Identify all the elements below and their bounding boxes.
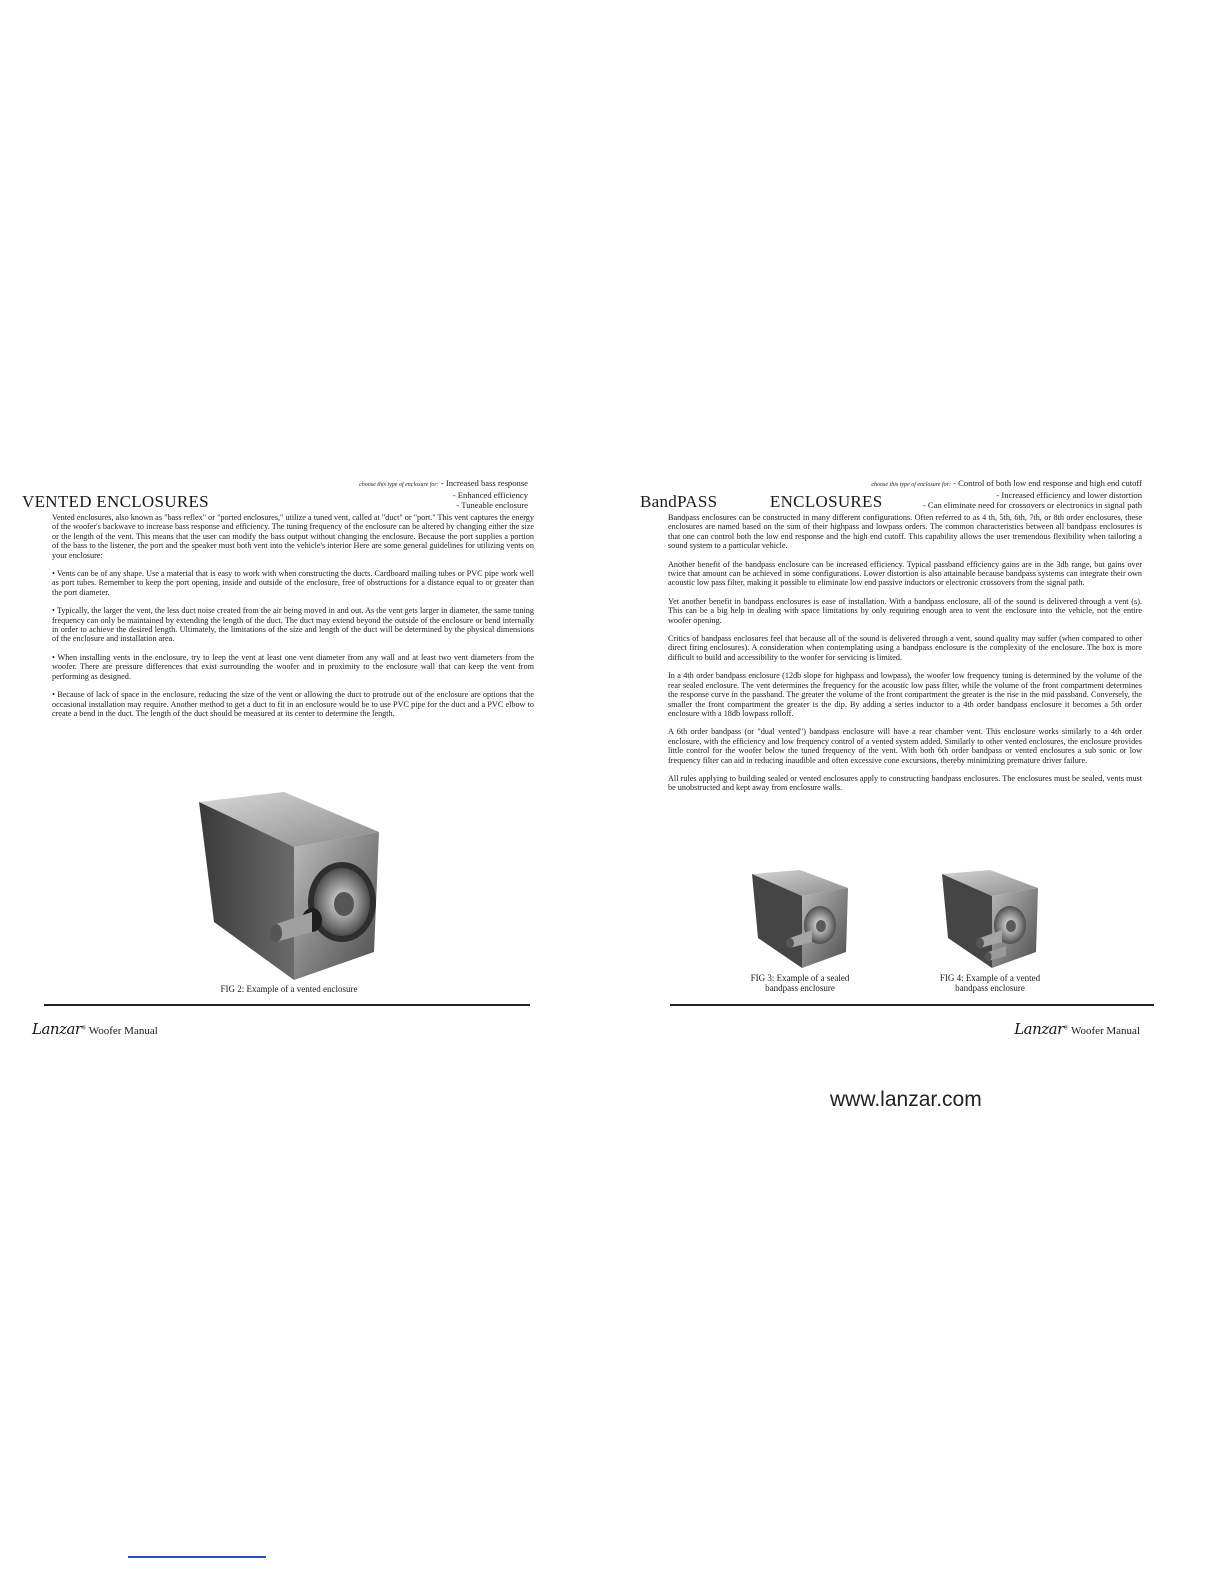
figure-sealed-bandpass	[750, 870, 850, 993]
paragraph: • When installing vents in the enclosure, try to leep the vent at least one vent diameter from any wall and at least two vent diameters from the woofer. There are pressure differences that exist surrounding the woofer and in proximity to the enclosure wall that can keep the vent from performing as designed.	[52, 652, 534, 681]
paragraph: All rules applying to building sealed or vented enclosures apply to constructing bandpass enclosures. The enclosures must be sealed, vents must be unobstructed and kept away from enclosure walls.	[668, 773, 1142, 793]
footer	[1014, 1020, 1140, 1038]
brand-logo: Lanzar	[32, 1020, 82, 1038]
benefit-item: - Increased bass response	[440, 478, 528, 488]
benefit-item: - Control of both low end response and high end cutoff	[953, 478, 1142, 488]
paragraph: In a 4th order bandpass enclosure (12db slope for highpass and lowpass), the woofer low frequency tuning is determined by the volume of the rear sealed enclosure. The vent determines the frequency for the acoustic low pass filter, while the volume of the front compartment determines the response curve in the passband. The greater the volume of the front compartment the greater is the rise in the mid passband. Conversely, the smaller the front compartment the greater is the dip. By adding a series inductor to a 4th order bandpass enclosure it becomes a 5th order enclosure with a 18db lowpass rolloff.	[668, 671, 1142, 718]
footer-text: Woofer Manual	[88, 1025, 158, 1037]
footer-text: Woofer Manual	[1070, 1025, 1140, 1037]
sealed-bandpass-image	[750, 870, 850, 970]
benefit-item: - Can eliminate need for crossovers or electronics in signal path	[922, 500, 1142, 510]
figure-vented-enclosure	[194, 792, 384, 994]
vented-bandpass-image	[940, 870, 1040, 970]
paragraph: Yet another benefit in bandpass enclosures is ease of installation. With a bandpass enclosure, all of the sound is delivered through a vent (s). This can be a big help in dealing with space limitations by only requiring enough area to vent the enclosure into the vehicle, not the entire woofer opening.	[668, 596, 1142, 625]
section-title: VENTED ENCLOSURES	[22, 492, 209, 511]
paragraph: Bandpass enclosures can be constructed in many different configurations. Often referred to as 4 th, 5th, 6th, 7th, or 8th order enclosures, these enclosures are named based on the sum of their highpass and lowpass orders. The common characteristics between all bandpass enclosures is that one can control both the low end response and the high end cutoff. This capability allows the user tremendous flexibility when tailoring a sound system to a particular vehicle.	[668, 513, 1142, 551]
footer-rule	[670, 1004, 1154, 1006]
bottom-divider-line	[128, 1556, 266, 1558]
website-url: www.lanzar.com	[830, 1088, 982, 1111]
brand-mark: ®	[81, 1025, 87, 1032]
footer-rule	[44, 1004, 530, 1006]
footer	[32, 1020, 158, 1038]
figure-caption: FIG 3: Example of a sealed bandpass enclosure	[750, 973, 850, 993]
figure-caption: FIG 2: Example of a vented enclosure	[220, 984, 358, 994]
section-title: BandPASS ENCLOSURES	[640, 492, 883, 511]
choose-prefix: choose this type of enclosure for:	[871, 482, 951, 488]
benefit-item: - Tuneable enclosure	[456, 500, 528, 510]
paragraph: Critics of bandpass enclosures feel that because all of the sound is delivered through a vent, sound quality may suffer (when compared to other direct firing enclosures). A consideration when contemplating using a bandpass enclosure is the complexity of the enclosure. The box is more difficult to build and accessibility to the woofer for servicing is limited.	[668, 634, 1142, 662]
benefit-item: - Enhanced efficiency	[452, 490, 528, 500]
brand-logo: Lanzar	[1014, 1020, 1064, 1038]
body-text	[52, 513, 534, 727]
brand-mark: ®	[1063, 1025, 1069, 1032]
enclosure-benefits	[359, 478, 528, 510]
figure-caption: FIG 4: Example of a vented bandpass enclosure	[939, 973, 1041, 993]
benefit-item: - Increased efficiency and lower distortion	[996, 490, 1142, 500]
body-text	[668, 513, 1142, 802]
choose-prefix: choose this type of enclosure for:	[359, 482, 439, 488]
paragraph: • Because of lack of space in the enclosure, reducing the size of the vent or allowing the duct to protrude out of the enclosure are options that the occasional installation may require. Another method to get a duct to fit in an enclosure would be to use PVC pipe for the duct and a PVC elbow to create a bend in the duct. The length of the duct should be measured at its center to determine the length.	[52, 690, 534, 718]
paragraph: • Typically, the larger the vent, the less duct noise created from the air being moved in and out. As the vent gets larger in diameter, the same tuning frequency can only be maintained by extending the length of the duct. The duct may extend beyond the outside of the enclosure or bend internally in order to achieve the desired length. Ultimately, the limitations of the size and length of the duct will be determined by the physical dimensions of the enclosure and installation area.	[52, 606, 534, 644]
paragraph: A 6th order bandpass (or "dual vented") bandpass enclosure will have a rear chamber vent. This enclosure works similarly to a 4th order enclosure, with the efficiency and low frequency control of a vented system added. Similarly to other vented enclosures, the enclosure provides little control for the woofer below the tuned frequency of the vent. With both 6th order bandpass or vented enclosures a sub sonic or low frequency filter can aid in reducing inaudible and often excessive cone excursions, thereby minimizing premature driver failure.	[668, 727, 1142, 765]
enclosure-benefits	[871, 478, 1142, 510]
vented-enclosure-image	[194, 792, 384, 982]
paragraph: Another benefit of the bandpass enclosure can be increased efficiency. Typical passband efficiency gains are in the 3db range, but gains over twice that amount can be achieved in some configurations. Lower distortion is also attainable because bandpass systems can integrate their own acoustic low pass filter, making it possible to eliminate low end passive inductors or electronic crossovers from the signal path.	[668, 559, 1142, 588]
paragraph: • Vents can be of any shape. Use a material that is easy to work with when constructing the ducts. Cardboard mailing tubes or PVC pipe work well as port tubes. Remember to keep the port opening, inside and outside of the enclosure, free of obstructions for a distance equal to or greater than the port diameter.	[52, 569, 534, 597]
paragraph: Vented enclosures, also known as "bass reflex" or "ported enclosures," utilize a tuned vent, called at "duct" or "port." This vent captures the energy of the woofer's backwave to increase bass response and efficiency. The tuning frequency of the enclosure can be altered by changing either the size or the length of the vent. This means that the user can modify the bass output without changing the enclosure. Because the port supplies a portion of the bass to the listener, the port and the speaker must both vent into the vehicle's interior Here are some general guidelines for utilizing vents on your enclosure:	[52, 513, 534, 560]
figure-vented-bandpass	[939, 870, 1041, 993]
